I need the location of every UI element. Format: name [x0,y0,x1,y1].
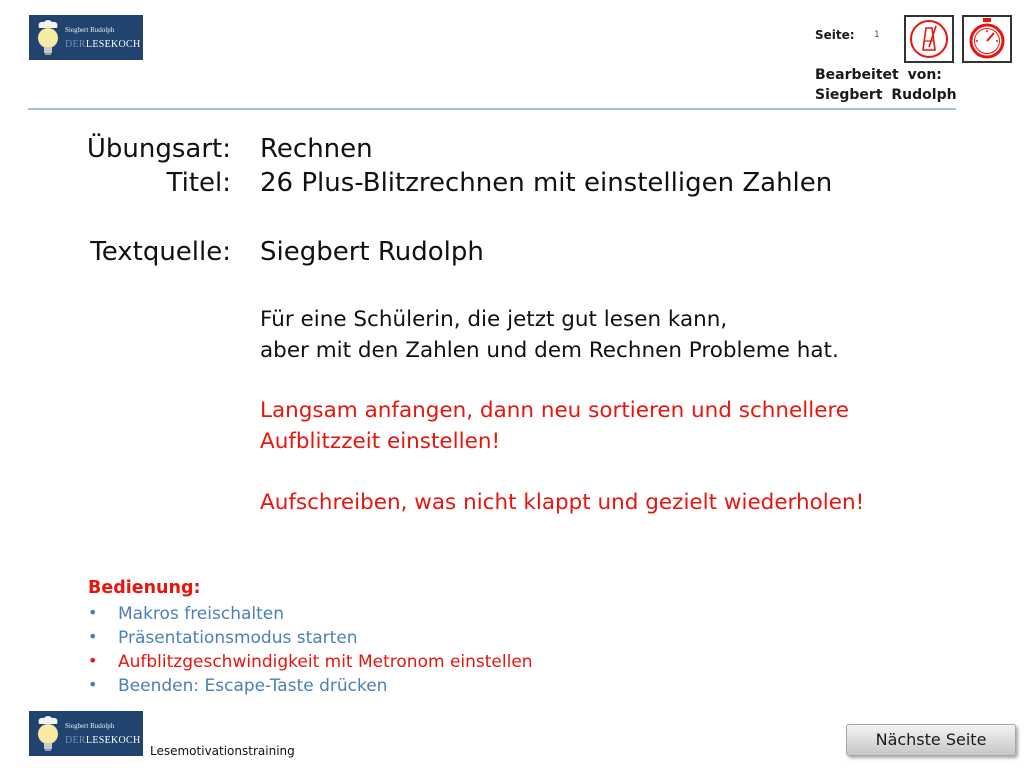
source-label: Textquelle: [90,237,231,267]
metronome-icon [906,17,952,61]
list-item: • Beenden: Escape-Taste drücken [88,675,388,696]
instruction-1-line-1: Langsam anfangen, dann neu sortieren und schnellere [260,398,850,423]
bullet-icon: • [88,627,98,646]
logo-author: Siegbert Rudolph [65,26,115,34]
stopwatch-button[interactable] [962,15,1012,63]
logo-brand: DERLESEKOCH [65,39,141,50]
list-item: • Präsentationsmodus starten [88,627,358,648]
operation-list [88,604,533,700]
source-value: Siegbert Rudolph [260,237,484,267]
stopwatch-icon [964,17,1010,61]
logo-brand: DERLESEKOCH [65,735,141,746]
operation-title: Bedienung: [88,578,201,598]
bullet-icon: • [88,651,98,670]
lightbulb-chef-icon [33,19,63,57]
list-item: • Aufblitzgeschwindigkeit mit Metronom einstellen [88,651,533,672]
exercise-type-value: Rechnen [260,134,373,164]
bullet-icon: • [88,675,98,694]
page-label: Seite: [815,28,855,42]
bullet-icon: • [88,603,98,622]
title-label: Titel: [166,168,231,198]
edited-by-name: Siegbert Rudolph [815,87,957,103]
instruction-2: Aufschreiben, was nicht klappt und gezielt wiederholen! [260,490,865,515]
page-number: 1 [874,30,880,40]
lightbulb-chef-icon [33,715,63,753]
description-line-2: aber mit den Zahlen und dem Rechnen Probleme hat. [260,338,839,363]
description-line-1: Für eine Schülerin, die jetzt gut lesen kann, [260,307,728,332]
logo [29,15,143,60]
title-value: 26 Plus-Blitzrechnen mit einstelligen Zahlen [260,168,833,198]
exercise-type-label: Übungsart: [86,134,231,164]
header-divider [28,108,956,110]
next-page-button[interactable]: Nächste Seite [846,724,1016,756]
metronome-button[interactable] [904,15,954,63]
footer-label: Lesemotivationstraining [150,744,295,758]
footer-logo [29,711,143,756]
logo-author: Siegbert Rudolph [65,722,115,730]
instruction-1-line-2: Aufblitzzeit einstellen! [260,429,501,454]
edited-by-label: Bearbeitet von: [815,67,942,83]
list-item: • Makros freischalten [88,603,285,624]
